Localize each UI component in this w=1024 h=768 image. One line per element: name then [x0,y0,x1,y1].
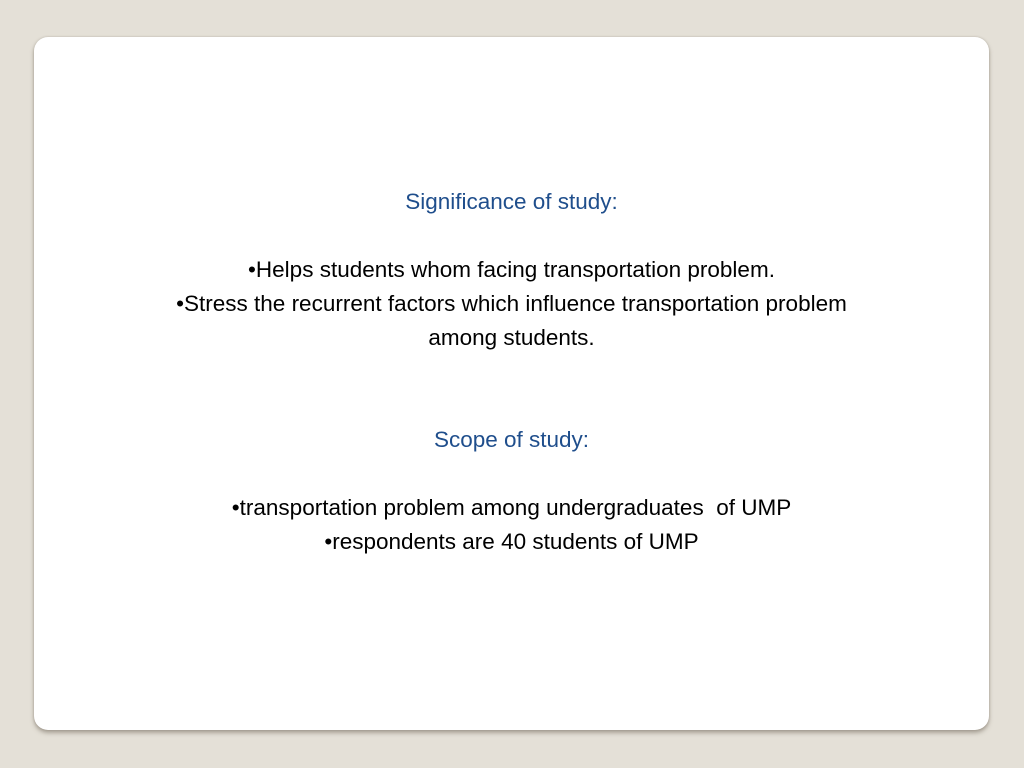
significance-heading: Significance of study: [405,189,618,214]
spacer [34,219,989,253]
significance-bullet-2: •Stress the recurrent factors which influence transportation problem [176,291,847,316]
spacer [34,355,989,423]
significance-bullet-1: •Helps students whom facing transportation problem. [248,257,775,282]
scope-bullet-2: •respondents are 40 students of UMP [324,529,699,554]
spacer [34,457,989,491]
scope-heading: Scope of study: [433,427,590,452]
slide-card [34,37,989,730]
slide-content [34,185,989,559]
scope-bullet-1: •transportation problem among undergraduates of UMP [231,495,792,520]
significance-bullet-2-continued: among students. [428,325,595,350]
